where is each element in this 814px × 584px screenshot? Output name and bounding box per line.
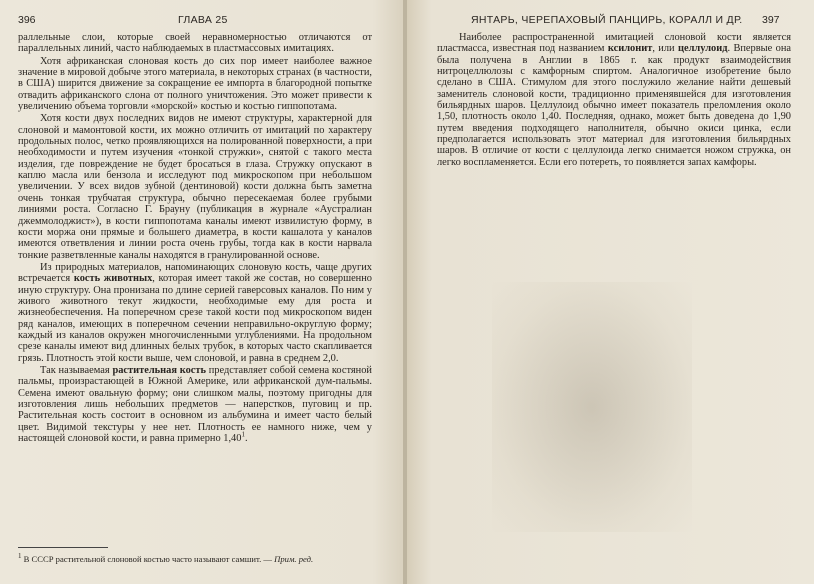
text-run: Хотя африканская слоновая кость до сих пор имеет наиболее важное значение в мировой добыче этого материала, в некоторых странах (в частности, в США) ширится движение за сокращение ее импорта в благородной попытке отвадить африканского слона от полного уничтожения. Это может привести к увеличению объема торговли «морской» костью и костью гиппопотама. (18, 55, 372, 113)
text-run: . Впервые она была получена в Англии в 1865 г. как продукт взаимодействия нитроцеллюлозы с камфорным спиртом. Аналогичное изобретение было сделано в США. Стимулом для этого послужило желание найти дешевый заменитель слоновой кости, традиционно применявшейся для изготовления бильярдных шаров. Целлулоид обычно имеет показатель преломления около 1,50, плотность около 1,40. Последняя, однако, может быть доведена до 1,90 путем введения подходящего наполнителя, обычно окиси цинка, если предполагается использовать этот материал для изготовления бильярдных шаров. В отличие от кости с целлулоида легко снимается ножом стружка, он легко воспламеняется. Если его потереть, то появляется запах камфоры. (437, 43, 791, 168)
text-run: , которая имеет такой же состав, но совершенно иную структуру. Она пронизана по длине серией гаверсовых каналов. По ним у живого животного текут жидкости, необходимые ему для роста и жизнеобеспечения. На поперечном срезе такой кости под микроскопом виден ряд каналов, имеющих в поперечном сечении неправильно-округлую форму; каждый из каналов окружен многочисленными углублениями. На продольном срезе каналы имеют вид длинных белых трубок, в которых часто скапливается грязь. Плотность этой кости выше, чем слоновой, и равна в среднем 2,0. (18, 273, 372, 364)
paragraph (18, 113, 372, 260)
footnote-text: В СССР растительной слоновой костью часто называют самшит. — (21, 554, 275, 564)
left-page (0, 0, 405, 584)
page-number-right: 397 (762, 14, 780, 26)
text-run: раллельные слои, которые своей неравномерностью отличаются от параллельных линий, часто наблюдаемых в пластмассовых имитациях. (18, 32, 372, 55)
bold-term: растительная кость (112, 364, 206, 376)
text-run: Так называемая (40, 364, 113, 376)
text-run: , или (652, 43, 678, 55)
footnote-rule (18, 547, 108, 548)
text-run: Наиболее распространенной имитацией слоновой кости является пластмасса, известная под названием (437, 32, 791, 55)
footnote-marker: 1 (18, 552, 22, 561)
right-body-text (437, 32, 791, 168)
running-header-left: ГЛАВА 25 (178, 14, 228, 26)
bold-term: целлулоид (678, 43, 728, 55)
footnote-editor-note: Прим. ред. (274, 554, 314, 564)
paragraph (18, 32, 372, 55)
running-header-right: ЯНТАРЬ, ЧЕРЕПАХОВЫЙ ПАНЦИРЬ, КОРАЛЛ И ДР. (471, 14, 743, 26)
bold-term: ксилонит (607, 43, 653, 55)
text-run: представляет собой семена костяной пальмы, произрастающей в Южной Америке, или африканской дум-пальмы. Семена имеют овальную форму; они слишком малы, поэтому пригодны для изготовления лишь небольших предметов — наперстков, пуговиц и пр. Растительная кость состоит в основном из альбумина и имеет часто белый цвет. Видимой текстуры у нее нет. Плотность ее намного ниже, чем у настоящей слоновой кости, и равна примерно 1,40 (18, 364, 372, 445)
text-run: . (244, 433, 248, 445)
text-run: Хотя кости двух последних видов не имеют структуры, характерной для слоновой и мамонтовой кости, их можно отличить от имитаций по характеру продольных полос, четко проявляющихся на полированной поверхности, а при необходимости и путем изучения «тонкой стружки», снятой с такого места изделия, где повреждение не будет бросаться в глаза. Стружку опускают в каплю масла или бензола и исследуют под микроскопом при небольшом увеличении. У всех видов зубной (дентиновой) кости должна быть заметна очень тонкая трубчатая структура, обычно пересекаемая более грубыми линиями роста. Согласно Г. Брауну (публикация в журнале «Аустралиан джеммолоджист»), в кости гиппопотама каналы имеют извилистую форму, в кости моржа они прямые и большего диаметра, в кости кашалота у каналов имеются ответвления и линии роста очень грубы, тогда как в кости нарвала тонкие разветвленные каналы находятся в гранулированной основе. (18, 113, 372, 261)
show-through-image-shadow (492, 282, 692, 532)
page-number-left: 396 (18, 14, 36, 26)
paragraph (18, 262, 372, 364)
footnote-ref: 1 (241, 430, 245, 439)
paragraph (437, 32, 791, 168)
left-body-text (18, 32, 372, 444)
bold-term: кость животных (73, 273, 153, 285)
paragraph (18, 365, 372, 444)
paragraph (18, 56, 372, 113)
text-run: Из природных материалов, напоминающих слоновую кость, чаще других встречается (18, 261, 372, 285)
footnote (18, 554, 372, 564)
